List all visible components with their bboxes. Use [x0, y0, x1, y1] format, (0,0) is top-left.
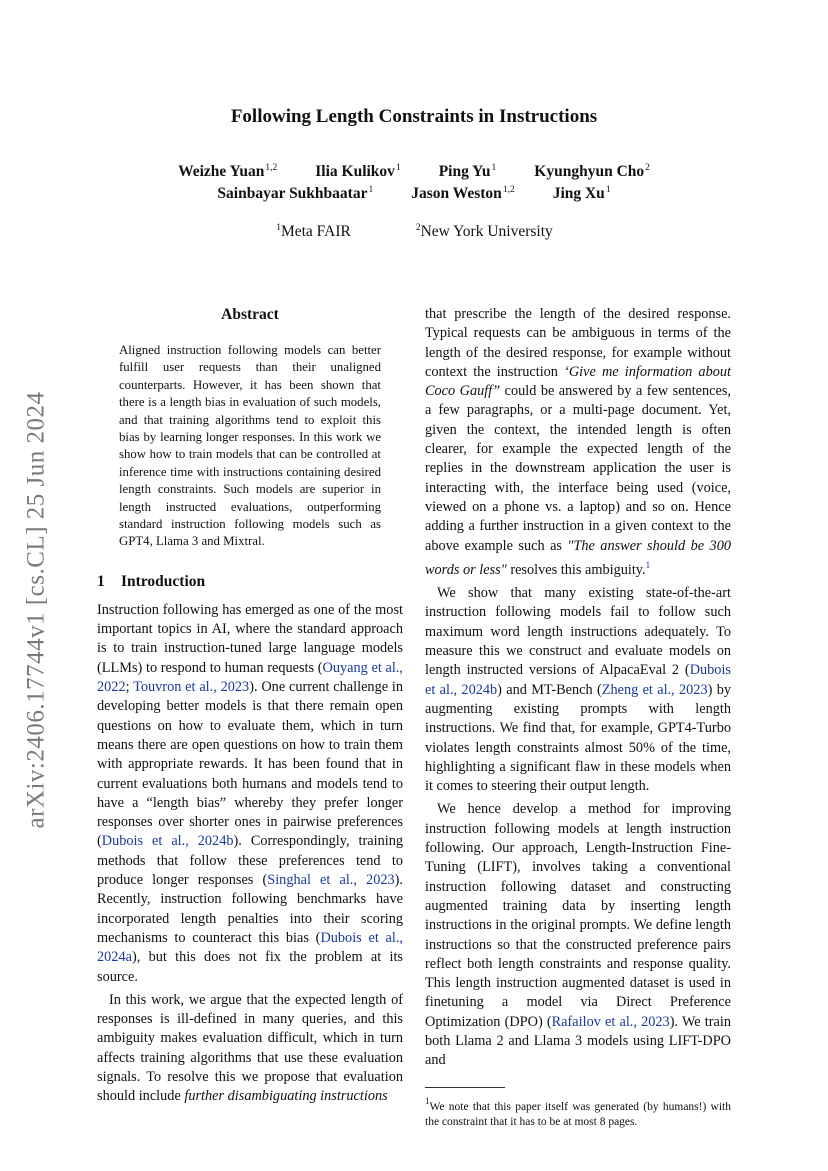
- citation-link[interactable]: Dubois et al., 2024b: [425, 662, 731, 698]
- author: Ping Yu$^1$: [438, 163, 497, 180]
- citation-link[interactable]: Zheng et al., 2023: [601, 681, 708, 698]
- intro-paragraph-4: We show that many existing state-of-the-art instruction following models fail to follow such maximum word length instructions adequately. To measure this we construct and evaluate models on length instructed versions of AlpacaEval 2 (Dubois et al., 2024b) and MT-Bench (Zheng et al., 2023) by augmenting existing prompts with length instructions. We find that, for example, GPT4-Turbo violates length constraints almost 50% of the time, highlighting a significant flaw in these models when it comes to steering their output length.: [425, 585, 731, 795]
- right-column: [425, 305, 731, 1130]
- author: Sainbayar Sukhbaatar$^1$: [217, 185, 374, 202]
- intro-paragraph-3: that prescribe the length of the desired response. Typical requests can be ambiguous in terms of the length of the desired response, for example without context the instruction ‘Give me information about Coco Gauff” could be answered by a few sentences, a few paragraphs, or a multi-page document. Yet, given the context, the intended length is often clearer, for example the expected length of the replies in the downstream application the user is interacting with, the interface being used (voice, viewed on a phone vs. a laptop) and so on. Hence adding a further instruction in a given context to the above example such as "The answer should be 300 words or less" resolves this ambiguity.$^1$: [425, 306, 731, 578]
- author: Jason Weston$^{1,2}$: [411, 185, 515, 202]
- footnote: $^1$We note that this paper itself was generated (by humans!) with the constraint that it has to be at most 8 pages.: [425, 1095, 731, 1128]
- section-heading-introduction: 1 Introduction: [97, 572, 206, 590]
- intro-paragraph-2: In this work, we argue that the expected length of responses is ill-defined in many queries, and this ambiguity makes evaluation difficult, which in turn affects training algorithms that use these evaluation signals. To resolve this we propose that evaluation should include further disambiguating instructions: [97, 991, 403, 1105]
- author: Jing Xu$^1$: [552, 185, 611, 202]
- footnote-divider: [425, 1087, 505, 1088]
- affiliation: $^1$Meta FAIR: [276, 223, 351, 240]
- author-row-2: [96, 185, 732, 203]
- affiliation: $^2$New York University: [415, 223, 553, 240]
- author: Kyunghyun Cho$^2$: [534, 163, 650, 180]
- arxiv-identifier-text: arXiv:2406.17744v1 [cs.CL] 25 Jun 2024: [23, 391, 50, 829]
- author: Weizhe Yuan$^{1,2}$: [178, 163, 278, 180]
- author: Ilia Kulikov$^1$: [315, 163, 401, 180]
- abstract-heading: Abstract: [221, 306, 279, 323]
- citation-link[interactable]: Ouyang et al., 2022: [97, 659, 403, 696]
- citation-link[interactable]: Dubois et al., 2024a: [97, 929, 403, 966]
- citation-link[interactable]: Dubois et al., 2024b: [101, 833, 234, 850]
- intro-paragraph-1: Instruction following has emerged as one of the most important topics in AI, where the standard approach is to train instruction-tuned large language models (LLMs) to respond to human requests (Ouyang et al., 2022; Touvron et al., 2023). One current challenge in developing better models is that there remain open questions on how to evaluate them, which in turn means there are open questions on how to train them with appropriate rewards. It has been found that in current evaluations both humans and models tend to have a “length bias” whereby they prefer longer responses over shorter ones in pairwise preferences (Dubois et al., 2024b). Correspondingly, training methods that follow these preferences tend to produce longer responses (Singhal et al., 2023). Recently, instruction following benchmarks have incorporated length penalties into their scoring mechanisms to counteract this bias (Dubois et al., 2024a), but this does not fix the problem at its source.: [97, 601, 403, 985]
- intro-paragraph-5: We hence develop a method for improving instruction following models at length instruction following. Our approach, Length-Instruction Fine-Tuning (LIFT), involves taking a conventional instruction following dataset and constructing augmented training data by inserting length instructions in the original prompts. We define length instructions so that the constructed preference pairs reflect both length constraints and response quality. This length instruction augmented dataset is used in finetuning a model via Direct Preference Optimization (DPO) (Rafailov et al., 2023). We train both Llama 2 and Llama 3 models using LIFT-DPO and: [425, 801, 731, 1069]
- affiliations: [96, 223, 732, 241]
- abstract-text: Aligned instruction following models can better fulfill user requests than their unaligned counterparts. However, it has been shown that there is a length bias in evaluation of such models, and that training algorithms tend to exploit this bias by learning longer responses. In this work we show how to train models that can be controlled at inference time with instructions containing desired length constraints. Such models are superior in length instructed evaluations, outperforming standard instruction following models such as GPT4, Llama 3 and Mixtral.: [119, 343, 381, 549]
- paper-title: Following Length Constraints in Instructions: [230, 106, 598, 127]
- footnote-marker[interactable]: 1: [645, 559, 651, 570]
- citation-link[interactable]: Touvron et al., 2023: [133, 679, 250, 696]
- arxiv-identifier: [16, 330, 58, 890]
- citation-link[interactable]: Rafailov et al., 2023: [551, 1013, 670, 1030]
- left-column: [97, 306, 403, 1107]
- author-row-1: [96, 163, 732, 181]
- citation-link[interactable]: Singhal et al., 2023: [267, 872, 395, 889]
